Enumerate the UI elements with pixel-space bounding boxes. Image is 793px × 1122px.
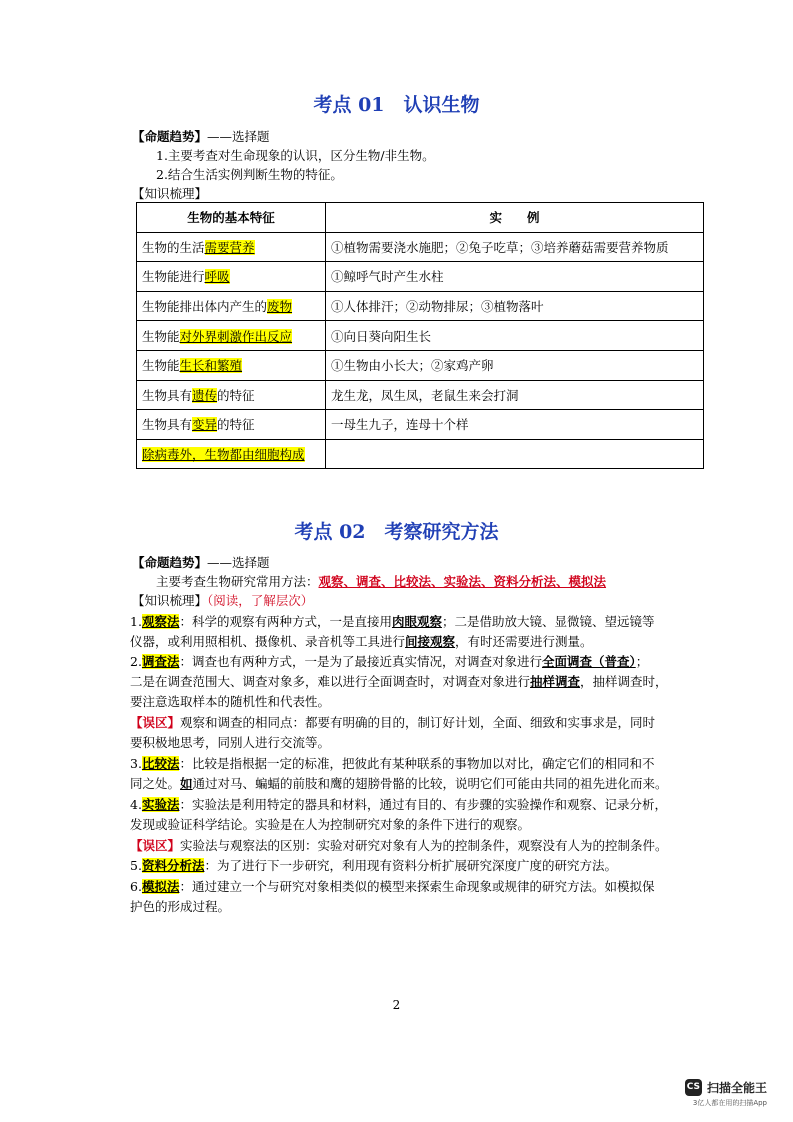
example-cell: ①鲸呼气时产生水柱 [326, 262, 704, 292]
key-term: 抽样调查 [530, 674, 581, 689]
methods-line [156, 572, 606, 591]
example-cell: 龙生龙，凤生凤，老鼠生来会打洞 [326, 380, 704, 410]
feature-text: 生物能 [142, 328, 180, 344]
item-number: 1. [130, 614, 142, 629]
characteristics-table [136, 202, 704, 469]
page-number: 2 [392, 998, 401, 1012]
item-number: 2. [130, 654, 142, 669]
section2-title: 考点 02 考察研究方法 [294, 521, 499, 543]
item-number: 4. [130, 797, 142, 812]
observation-line-2 [130, 632, 593, 651]
model-line-1 [130, 877, 654, 896]
table-header-feature: 生物的基本特征 [137, 203, 326, 233]
feature-text: 生物的生活 [142, 239, 205, 255]
section2-trend [132, 553, 270, 572]
body-text: ：科学的观察有两种方式，一是直接用 [179, 614, 392, 629]
table-row [137, 232, 704, 262]
method-name: 调查法 [141, 654, 180, 669]
item-number: 6. [130, 879, 142, 894]
method-name: 观察法 [141, 614, 180, 629]
observation-line-1 [130, 612, 655, 631]
feature-cell [137, 380, 326, 410]
body-text: ； [635, 654, 649, 669]
feature-text: 的特征 [217, 417, 255, 433]
feature-text: 生物能 [142, 358, 180, 374]
feature-keyword: 除病毒外，生物都由细胞构成 [142, 447, 305, 463]
feature-keyword: 对外界刺激作出反应 [179, 328, 293, 344]
item-number: 5. [130, 858, 142, 873]
body-text: ：调查也有两种方式，一是为了最接近真实情况，对调查对象进行 [179, 654, 542, 669]
compare-line-2 [130, 774, 668, 793]
feature-cell [137, 439, 326, 469]
mistake-tag: 【误区】 [130, 715, 181, 730]
example-cell: ①人体排汗；②动物排尿；③植物落叶 [326, 291, 704, 321]
feature-keyword: 废物 [267, 299, 293, 315]
section1-point-2: 2.结合生活实例判断生物的特征。 [156, 167, 343, 182]
feature-cell [137, 232, 326, 262]
body-text: ：比较是指根据一定的标准，把彼此有某种联系的事物加以对比，确定它们的相同和不 [179, 756, 655, 771]
feature-keyword: 生长和繁殖 [179, 358, 243, 374]
body-text: 仪器，或利用照相机、摄像机、录音机等工具进行 [130, 634, 406, 649]
example-cell: ①植物需要浇水施肥；②兔子吃草；③培养蘑菇需要营养物质 [326, 232, 704, 262]
feature-cell [137, 321, 326, 351]
survey-line-2 [130, 672, 668, 691]
trend-label: 【命题趋势】 [132, 555, 208, 570]
experiment-line-2: 发现或验证科学结论。实验是在人为控制研究对象的条件下进行的观察。 [130, 817, 531, 832]
key-term: 间接观察 [405, 634, 456, 649]
body-text: 通过对马、蝙蝠的前肢和鹰的翅膀骨骼的比较，说明它们可能由共同的祖先进化而来。 [192, 776, 668, 791]
feature-text: 的特征 [217, 387, 255, 403]
trend-label: 【命题趋势】 [132, 129, 208, 144]
mistake-2-line-1 [130, 836, 668, 855]
scanner-watermark [685, 1077, 767, 1108]
feature-text: 生物能排出体内产生的 [142, 299, 268, 315]
methods-intro: 主要考查生物研究常用方法： [156, 574, 319, 589]
key-term: 肉眼观察 [391, 614, 442, 629]
feature-keyword: 需要营养 [204, 239, 255, 255]
example-cell [326, 439, 704, 469]
model-line-2: 护色的形成过程。 [130, 899, 231, 914]
example-cell: ①生物由小长大；②家鸡产卵 [326, 350, 704, 380]
knowledge-note: （阅读，了解层次） [207, 593, 314, 608]
feature-keyword: 呼吸 [204, 269, 230, 285]
scanner-app-name: 扫描全能王 [706, 1081, 767, 1095]
table-row [137, 380, 704, 410]
trend-text: ——选择题 [207, 129, 270, 144]
mistake-tag: 【误区】 [130, 838, 181, 853]
table-header-example: 实 例 [326, 203, 704, 233]
table-row [137, 439, 704, 469]
body-text: 观察和调查的相同点：都要有明确的目的，制订好计划，全面、细致和实事求是，同时 [180, 715, 656, 730]
scanner-tagline: 3亿人都在用的扫描App [692, 1099, 767, 1107]
feature-text: 生物能进行 [142, 269, 205, 285]
method-name: 比较法 [141, 756, 180, 771]
example-cell: ①向日葵向阳生长 [326, 321, 704, 351]
body-text: ，抽样调查时， [580, 674, 668, 689]
scanner-logo-icon: CS [685, 1079, 702, 1096]
methods-list: 观察、调查、比较法、实验法、资料分析法、模拟法 [318, 574, 607, 589]
feature-text: 生物具有 [142, 417, 193, 433]
table-row [137, 291, 704, 321]
table-row [137, 262, 704, 292]
body-text: ：实验法是利用特定的器具和材料，通过有目的、有步骤的实验操作和观察、记录分析， [179, 797, 667, 812]
table-row [137, 350, 704, 380]
trend-text: ——选择题 [207, 555, 270, 570]
section1-title: 考点 01 认识生物 [313, 94, 480, 116]
survey-line-3: 要注意选取样本的随机性和代表性。 [130, 694, 331, 709]
feature-cell [137, 291, 326, 321]
data-analysis-line [130, 856, 617, 875]
section1-trend [132, 127, 270, 146]
key-term: 如 [180, 776, 193, 791]
feature-cell [137, 350, 326, 380]
body-text: 同之处。 [130, 776, 181, 791]
method-name: 模拟法 [141, 879, 180, 894]
feature-keyword: 变异 [192, 417, 218, 433]
mistake-1-line-2: 要积极地思考，同别人进行交流等。 [130, 735, 331, 750]
method-name: 实验法 [141, 797, 180, 812]
method-name: 资料分析法 [141, 858, 205, 873]
item-number: 3. [130, 756, 142, 771]
body-text: ：为了进行下一步研究，利用现有资料分析扩展研究深度广度的研究方法。 [204, 858, 617, 873]
table-header-row [137, 203, 704, 233]
table-row [137, 321, 704, 351]
table-row [137, 410, 704, 440]
body-text: ；二是借助放大镜、显微镜、望远镜等 [441, 614, 655, 629]
mistake-1-line-1 [130, 713, 655, 732]
compare-line-1 [130, 754, 654, 773]
feature-cell [137, 410, 326, 440]
section1-knowledge-label: 【知识梳理】 [132, 186, 208, 201]
survey-line-1 [130, 652, 648, 671]
feature-text: 生物具有 [142, 387, 193, 403]
section1-point-1: 1.主要考查对生命现象的认识，区分生物/非生物。 [156, 148, 435, 163]
body-text: ，有时还需要进行测量。 [455, 634, 593, 649]
feature-keyword: 遗传 [192, 387, 218, 403]
key-term: 全面调查（普查） [541, 654, 636, 669]
experiment-line-1 [130, 795, 667, 814]
section2-knowledge-line [132, 591, 313, 610]
feature-cell [137, 262, 326, 292]
body-text: ：通过建立一个与研究对象相类似的模型来探索生命现象或规律的研究方法。如模拟保 [179, 879, 655, 894]
body-text: 实验法与观察法的区别：实验对研究对象有人为的控制条件，观察没有人为的控制条件。 [180, 838, 668, 853]
knowledge-label: 【知识梳理】 [132, 593, 208, 608]
body-text: 二是在调查范围大、调查对象多，难以进行全面调查时，对调查对象进行 [130, 674, 531, 689]
example-cell: 一母生九子，连母十个样 [326, 410, 704, 440]
